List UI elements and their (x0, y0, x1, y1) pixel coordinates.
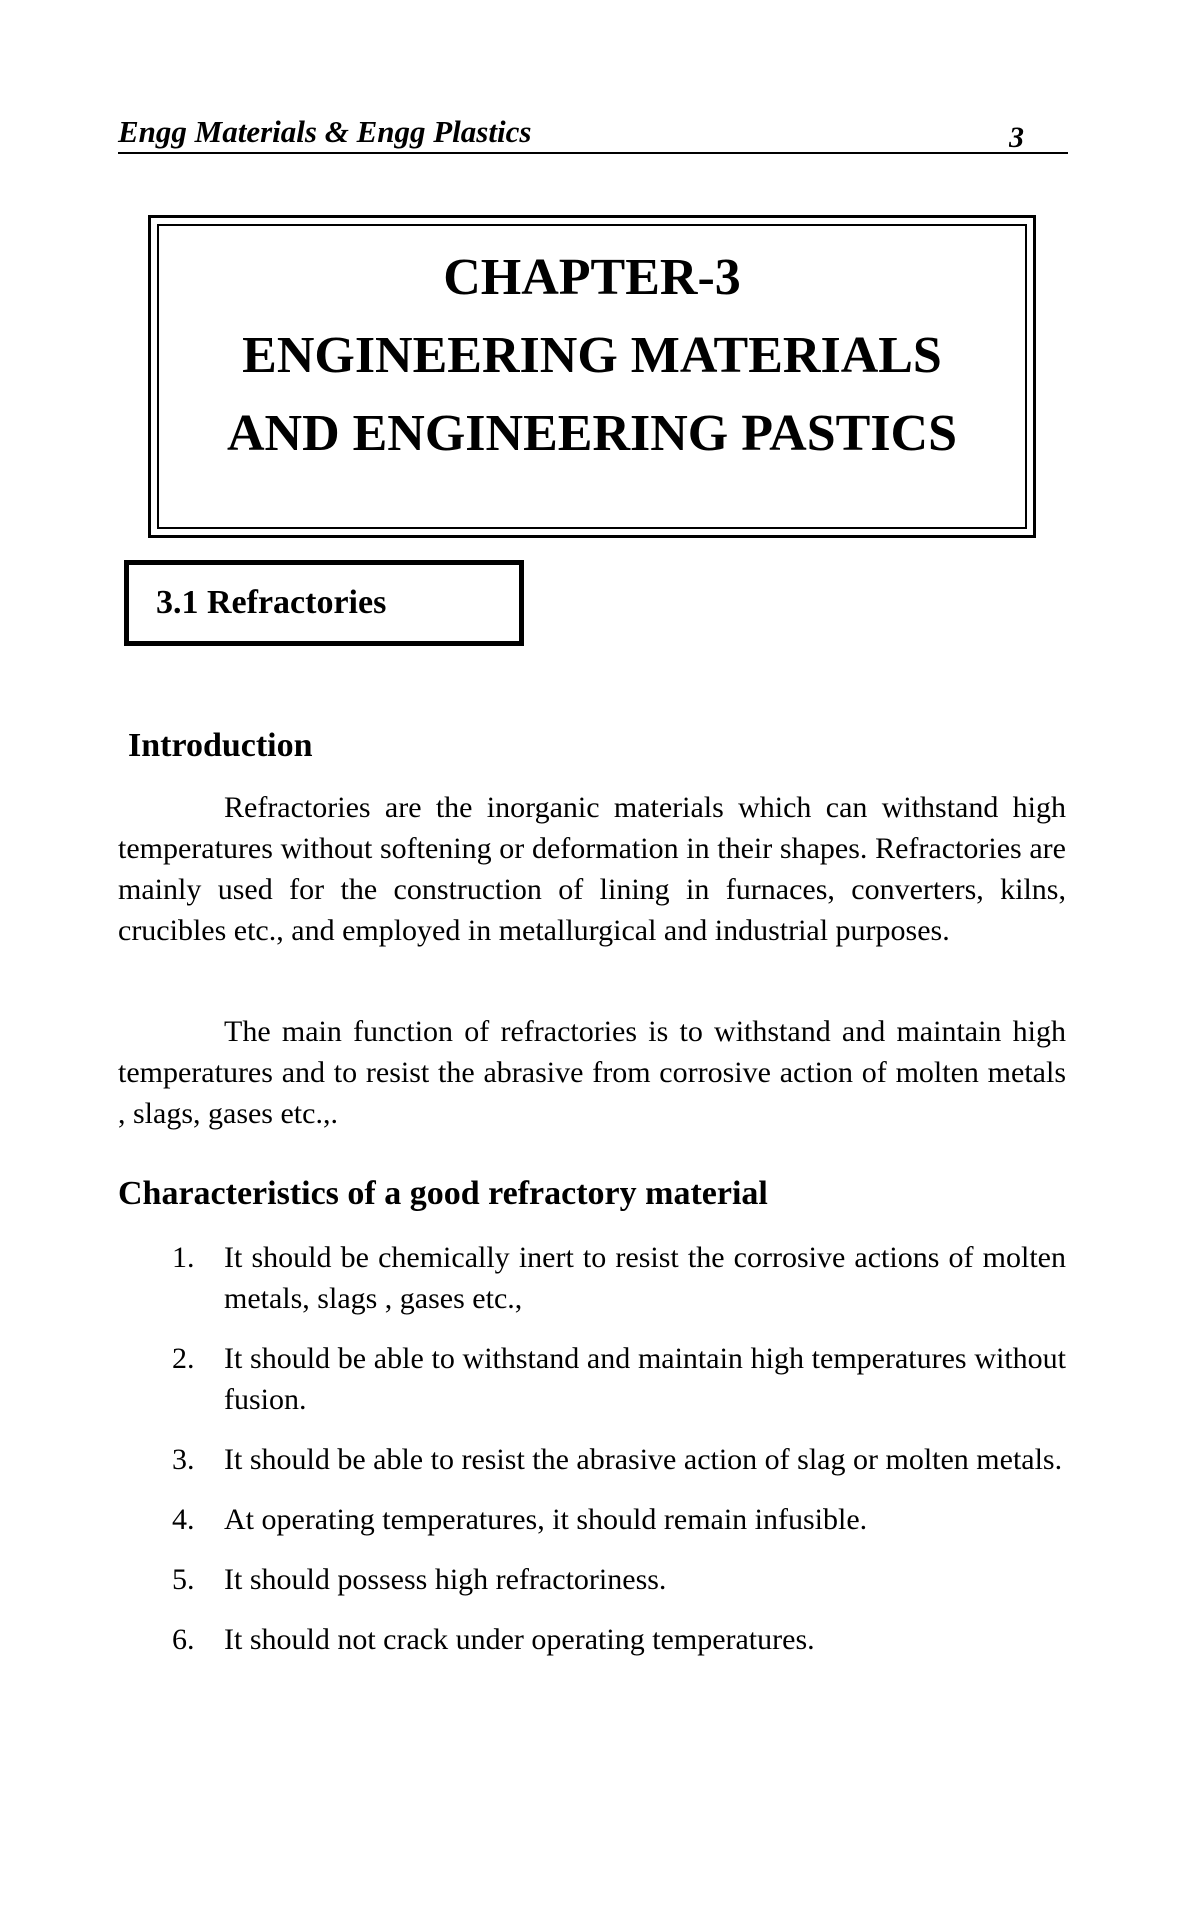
list-item-number: 1. (172, 1241, 195, 1274)
chapter-number: CHAPTER-3 (443, 249, 741, 306)
list-item-number: 6. (172, 1623, 195, 1656)
section-title: 3.1 Refractories (156, 584, 387, 621)
list-item-text: It should be able to resist the abrasive action of slag or molten metals. (224, 1443, 1063, 1476)
chapter-title-inner-border (157, 224, 1027, 529)
header-title: Engg Materials & Engg Plastics (118, 114, 532, 149)
list-item (118, 1499, 1066, 1540)
introduction-paragraph-2: The main function of refractories is to withstand and maintain high temperatures and to resist the abrasive from corrosive action of molten metals , slags, gases etc.,. (118, 1015, 1066, 1130)
list-item-number: 5. (172, 1563, 195, 1596)
introduction-heading: Introduction (128, 727, 313, 764)
chapter-title-line-1: ENGINEERING MATERIALS (242, 327, 942, 384)
list-item-text: It should be chemically inert to resist the corrosive actions of molten metals, slags , gases etc., (224, 1241, 1066, 1315)
list-item (118, 1237, 1066, 1319)
introduction-paragraph-1: Refractories are the inorganic materials which can withstand high temperatures without softening or deformation in their shapes. Refractories are mainly used for the construction of lining in furnaces, converters, kilns, crucibles etc., and employed in metallurgical and industrial purposes. (118, 791, 1066, 947)
list-item-text: It should be able to withstand and maintain high temperatures without fusion. (224, 1342, 1066, 1416)
list-item (118, 1559, 1066, 1600)
list-item-number: 4. (172, 1503, 195, 1536)
list-item (118, 1338, 1066, 1420)
list-item-text: It should possess high refractoriness. (224, 1563, 667, 1596)
list-item (118, 1439, 1066, 1480)
characteristics-list (118, 1237, 1066, 1679)
section-title-box (124, 560, 524, 646)
chapter-title-box (148, 215, 1036, 538)
list-item-text: It should not crack under operating temperatures. (224, 1623, 815, 1656)
list-item-number: 3. (172, 1443, 195, 1476)
list-item (118, 1619, 1066, 1660)
chapter-title-line-2: AND ENGINEERING PASTICS (226, 405, 958, 462)
list-item-text: At operating temperatures, it should remain infusible. (224, 1503, 868, 1536)
page-number: 3 (1009, 121, 1024, 150)
characteristics-heading: Characteristics of a good refractory material (118, 1175, 768, 1212)
running-header (118, 112, 1068, 154)
list-item-number: 2. (172, 1342, 195, 1375)
